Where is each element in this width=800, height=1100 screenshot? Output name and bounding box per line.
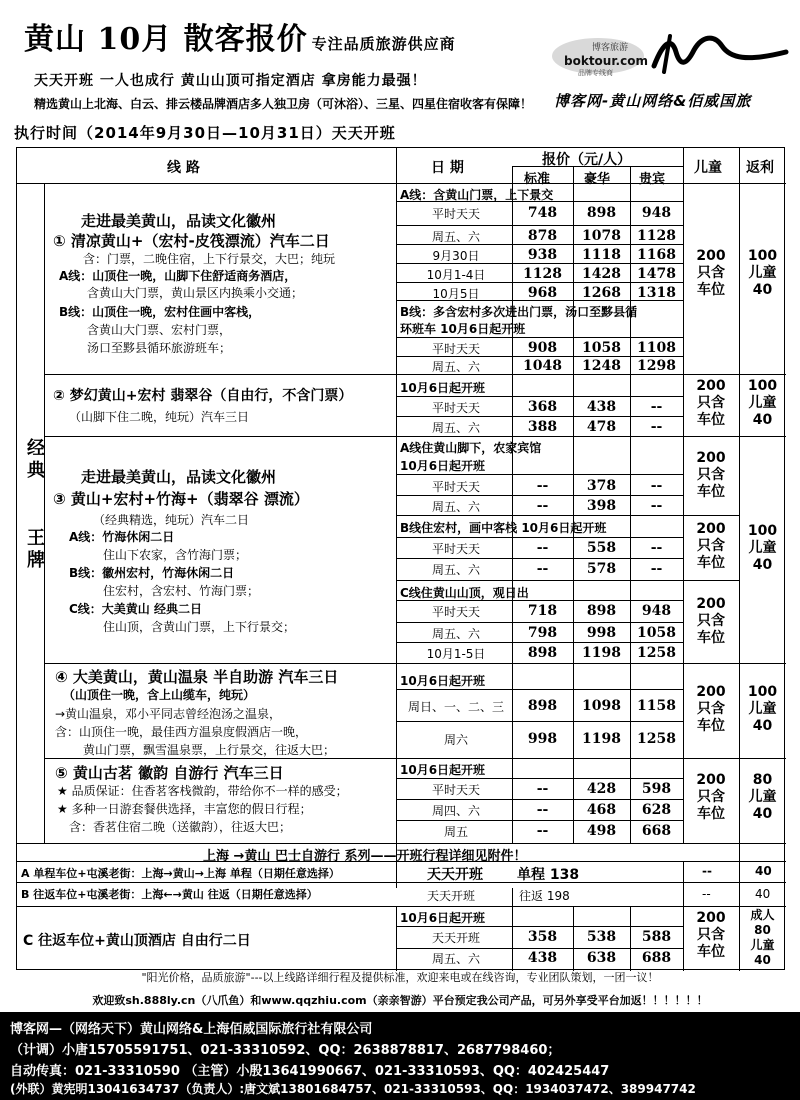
r4-name: ④ 大美黄山，黄山温泉 半自助游 汽车三日	[55, 668, 339, 686]
price-std-cell: 748	[527, 205, 558, 221]
r2-rebate: 100 儿童 40	[747, 378, 778, 428]
bus-b-rebate: 40	[755, 887, 771, 901]
r3-section-c: C线住黄山山顶，观日出	[400, 586, 529, 600]
price-std-cell: 368	[527, 399, 558, 415]
r5-child-price: 200 只含 车位	[696, 772, 726, 822]
price-std-cell: --	[536, 478, 549, 494]
bus-b-label: B 往返车位+屯溪老街：上海←→黄山 往返（日期任意选择）	[21, 888, 318, 901]
price-lux-cell: 1098	[582, 698, 621, 714]
price-date-cell: 10月1-5日	[426, 647, 486, 661]
price-date-cell: 周日、一、二、三	[407, 700, 504, 714]
price-lux-cell: 538	[586, 929, 617, 945]
price-lux-cell: 468	[586, 802, 617, 818]
r5-desc-2: ★ 多种一日游套餐供选择，丰富您的假日行程；	[57, 802, 312, 816]
price-date-cell: 周五、六	[431, 627, 480, 641]
r1-desc-4: B线：山顶住一晚，宏村住画中客栈，	[59, 305, 261, 319]
r3-name: ③ 黄山+宏村+竹海+（翡翠谷 漂流）	[53, 490, 309, 508]
price-vip-cell: --	[650, 498, 663, 514]
r1-child-price: 200 只含 车位	[696, 248, 726, 298]
price-date-cell: 平时天天	[431, 342, 480, 356]
price-vip-cell: 628	[641, 802, 672, 818]
price-std-cell: 938	[527, 247, 558, 263]
r4-desc-4: 黄山门票，飘雪温泉票，上行景交，往返大巴；	[83, 743, 336, 757]
price-vip-cell: --	[650, 419, 663, 435]
contact-line-2: 自动传真：021-33310590 （主管）小殷13641990667、021-33310593、QQ：402425447	[10, 1064, 610, 1079]
price-lux-cell: 638	[586, 950, 617, 966]
r3-section-a-2: 10月6日起开班	[400, 459, 486, 473]
r2-desc-1: （山脚下住二晚，纯玩）汽车三日	[69, 410, 250, 424]
footer-web: 欢迎致sh.888ly.cn（八爪鱼）和www.qqzhiu.com（亲亲智游）平台预定我公司产品，可另外享受平台加返！！！！！！	[92, 994, 708, 1007]
price-std-cell: 388	[527, 419, 558, 435]
price-vip-cell: 1318	[637, 285, 676, 301]
price-date-cell: 平时天天	[431, 605, 480, 619]
r3-section-a-1: A线住黄山脚下，农家宾馆	[400, 441, 542, 455]
price-date-cell: 10月1-4日	[426, 268, 486, 282]
col-lux-header: 豪华	[584, 172, 611, 187]
price-lux-cell: 998	[586, 625, 617, 641]
bus-a-date: 天天开班	[427, 867, 483, 883]
price-vip-cell: 948	[641, 205, 672, 221]
price-std-cell: 1048	[523, 358, 562, 374]
r4-section: 10月6日起开班	[400, 674, 486, 688]
side-label-classic: 经典	[24, 438, 45, 482]
bus-b-child: --	[702, 887, 711, 901]
price-lux-cell: 438	[586, 399, 617, 415]
price-lux-cell: 398	[586, 498, 617, 514]
price-vip-cell: --	[650, 540, 663, 556]
r4-desc-1: （山顶住一晚，含上山缆车，纯玩）	[63, 688, 256, 702]
price-date-cell: 周五、六	[431, 360, 480, 374]
col-route-header: 线 路	[167, 160, 200, 176]
bus-a-label: A 单程车位+屯溪老街：上海→黄山→上海 单程（日期任意选择）	[21, 867, 340, 880]
price-lux-cell: 1248	[582, 358, 621, 374]
r3-child-price-b: 200 只含 车位	[696, 521, 726, 571]
r1-title: 走进最美黄山，品读文化徽州	[81, 212, 277, 230]
r3-child-price-a: 200 只含 车位	[696, 450, 726, 500]
price-std-cell: 898	[527, 645, 558, 661]
price-std-cell: 798	[527, 625, 558, 641]
price-date-cell: 10月5日	[432, 287, 480, 301]
price-std-cell: 998	[527, 731, 558, 747]
r1-desc-2: A线：山顶住一晚，山脚下住舒适商务酒店，	[59, 269, 297, 283]
r2-child-price: 200 只含 车位	[696, 378, 726, 428]
r3-desc-3: 住山下农家，含竹海门票；	[103, 548, 248, 562]
price-vip-cell: 1258	[637, 731, 676, 747]
r1-desc-5: 含黄山大门票、宏村门票，	[87, 323, 232, 337]
r3-desc-4: B线：徽州宏村，竹海休闲二日	[69, 566, 235, 580]
r5-desc-1: ★ 品质保证：住香茗客栈微韵，带给你不一样的感受；	[57, 784, 348, 798]
price-vip-cell: --	[650, 478, 663, 494]
price-std-cell: 908	[527, 340, 558, 356]
price-std-cell: --	[536, 561, 549, 577]
r4-rebate: 100 儿童 40	[747, 684, 778, 734]
r2-name: ② 梦幻黄山+宏村 翡翠谷（自由行，不含门票）	[53, 388, 353, 404]
price-vip-cell: 1108	[637, 340, 676, 356]
r3-desc-7: 住山顶，含黄山门票，上下行景交；	[103, 620, 296, 634]
price-std-cell: 718	[527, 603, 558, 619]
price-date-cell: 平时天天	[431, 480, 480, 494]
price-vip-cell: 1128	[637, 228, 676, 244]
r1-desc-3: 含黄山大门票，黄山景区内换乘小交通；	[87, 286, 304, 300]
col-vip-header: 贵宾	[639, 172, 666, 187]
r3-desc-5: 住宏村，含宏村、竹海门票；	[103, 584, 260, 598]
r5-desc-3: 含：香茗住宿二晚（送徽韵），往返大巴；	[69, 820, 292, 834]
bus-c-rebate: 成人 80 儿童 40	[750, 908, 775, 967]
logo-brand: boktour.com	[564, 54, 648, 68]
price-lux-cell: 1058	[582, 340, 621, 356]
price-lux-cell: 1428	[582, 266, 621, 282]
r5-rebate: 80 儿童 40	[748, 772, 777, 822]
side-label-ace: 王牌	[24, 528, 45, 572]
price-std-cell: 1128	[523, 266, 562, 282]
price-lux-cell: 1268	[582, 285, 621, 301]
bus-a-price: 单程 138	[517, 867, 580, 883]
price-lux-cell: 558	[586, 540, 617, 556]
r3-desc-6: C线：大美黄山 经典二日	[69, 602, 202, 616]
r3-title: 走进最美黄山，品读文化徽州	[81, 468, 277, 486]
bus-title: 上海 →黄山 巴士自游行 系列——开班行程详细见附件！	[203, 849, 527, 864]
logo-tag: 品牌专线商	[578, 69, 613, 77]
price-date-cell: 平时天天	[431, 207, 480, 221]
col-child-header: 儿童	[694, 160, 722, 176]
brush-stroke-icon	[650, 32, 790, 76]
r4-desc-2: →黄山温泉，邓小平同志曾经泡汤之温泉，	[55, 707, 282, 721]
price-date-cell: 周五、六	[431, 952, 480, 966]
r4-child-price: 200 只含 车位	[696, 684, 726, 734]
price-std-cell: --	[536, 781, 549, 797]
logo-cn: 博客旅游	[592, 43, 629, 53]
price-std-cell: 878	[527, 228, 558, 244]
col-price-header: 报价（元/人）	[542, 152, 632, 168]
price-date-cell: 平时天天	[431, 783, 480, 797]
price-vip-cell: 1058	[637, 625, 676, 641]
col-rebate-header: 返利	[746, 160, 774, 176]
r3-section-b: B线住宏村，画中客栈 10月6日起开班	[400, 521, 607, 535]
r3-rebate: 100 儿童 40	[747, 523, 778, 573]
promo-line-1: 天天开班 一人也成行 黄山山顶可指定酒店 拿房能力最强！	[34, 73, 427, 89]
r1-desc-1: 含：门票，二晚住宿，上下行景交，大巴；纯玩	[83, 252, 336, 266]
slogan: 博客网-黄山网络&佰威国旅	[554, 92, 752, 110]
price-lux-cell: 498	[586, 823, 617, 839]
price-date-cell: 周四、六	[431, 804, 480, 818]
price-date-cell: 周五、六	[431, 421, 480, 435]
contact-block	[0, 1012, 800, 1100]
bus-b-date: 天天开班	[427, 889, 476, 903]
bus-c-child-price: 200 只含 车位	[696, 910, 726, 960]
promo-line-2: 精选黄山上北海、白云、排云楼品牌酒店多人独卫房（可沐浴）、三星、四星住宿收客有保障！	[34, 97, 533, 111]
price-vip-cell: 1258	[637, 645, 676, 661]
price-lux-cell: 1198	[582, 645, 621, 661]
r1-section-a: A线：含黄山门票，上下景交	[400, 188, 554, 202]
r1-desc-6: 汤口至黟县循环旅游班车；	[87, 341, 232, 355]
footer-note: "阳光价格，品质旅游"---以上线路详细行程及提供标准，欢迎来电或在线咨询，专业团队策划，一团一议！	[141, 971, 659, 984]
price-std-cell: --	[536, 498, 549, 514]
price-lux-cell: 898	[586, 205, 617, 221]
price-date-cell: 天天开班	[431, 931, 480, 945]
price-date-cell: 周五、六	[431, 230, 480, 244]
r1-name: ① 清凉黄山+（宏村-皮筏漂流）汽车二日	[53, 232, 330, 250]
r1-section-b-line1: B线：多含宏村多次进出门票，汤口至黟县循	[400, 305, 638, 319]
r3-desc-1: （经典精选，纯玩）汽车二日	[93, 513, 250, 527]
price-std-cell: 968	[527, 285, 558, 301]
r3-child-price-c: 200 只含 车位	[696, 596, 726, 646]
contact-line-3: (外联）黄宪明13041634737（负责人）:唐文斌13801684757、021-33310593、QQ：1934037472、389947742	[10, 1082, 696, 1096]
col-date-header: 日 期	[431, 160, 464, 176]
price-vip-cell: 1168	[637, 247, 676, 263]
bus-a-rebate: 40	[755, 864, 772, 878]
bus-b-price: 往返 198	[519, 889, 570, 903]
price-date-cell: 周五	[443, 825, 468, 839]
price-lux-cell: 1198	[582, 731, 621, 747]
price-date-cell: 周五、六	[431, 563, 480, 577]
price-std-cell: --	[536, 802, 549, 818]
price-lux-cell: 578	[586, 561, 617, 577]
r4-desc-3: 含：山顶住一晚，最佳西方温泉度假酒店一晚，	[55, 725, 308, 739]
price-vip-cell: 1158	[637, 698, 676, 714]
price-table	[16, 147, 785, 970]
schedule-line: 执行时间（2014年9月30日—10月31日）天天开班	[14, 124, 396, 142]
price-vip-cell: 1478	[637, 266, 676, 282]
page-title: 黄山 10月 散客报价 专注品质旅游供应商	[24, 22, 456, 57]
bus-c-label: C 往返车位+黄山顶酒店 自由行二日	[23, 933, 251, 949]
price-date-cell: 周六	[443, 733, 468, 747]
page-subtitle: 专注品质旅游供应商	[311, 35, 456, 53]
company-logo	[548, 30, 648, 78]
price-vip-cell: 668	[641, 823, 672, 839]
price-vip-cell: 1298	[637, 358, 676, 374]
price-lux-cell: 428	[586, 781, 617, 797]
r2-section: 10月6日起开班	[400, 381, 486, 395]
price-lux-cell: 898	[586, 603, 617, 619]
price-std-cell: 898	[527, 698, 558, 714]
price-date-cell: 9月30日	[432, 249, 480, 263]
r5-name: ⑤ 黄山古茗 徽韵 自游行 汽车三日	[55, 764, 284, 782]
price-std-cell: 358	[527, 929, 558, 945]
price-vip-cell: --	[650, 399, 663, 415]
price-std-cell: --	[536, 540, 549, 556]
contact-company: 博客网—（网络天下）黄山网络&上海佰威国际旅行社有限公司	[10, 1022, 373, 1037]
r3-desc-2: A线：竹海休闲二日	[69, 530, 175, 544]
r1-section-b-line2: 环班车 10月6日起开班	[400, 322, 526, 336]
price-vip-cell: --	[650, 561, 663, 577]
price-date-cell: 平时天天	[431, 401, 480, 415]
r5-section: 10月6日起开班	[400, 763, 486, 777]
price-std-cell: --	[536, 823, 549, 839]
price-vip-cell: 598	[641, 781, 672, 797]
contact-line-1: （计调）小唐15705591751、021-33310592、QQ：2638878817、2687798460；	[10, 1043, 561, 1058]
price-date-cell: 平时天天	[431, 542, 480, 556]
price-vip-cell: 688	[641, 950, 672, 966]
r1-rebate: 100 儿童 40	[747, 248, 778, 298]
price-lux-cell: 1078	[582, 228, 621, 244]
price-vip-cell: 948	[641, 603, 672, 619]
bus-a-child: --	[702, 864, 712, 878]
price-lux-cell: 1118	[582, 247, 621, 263]
price-lux-cell: 478	[586, 419, 617, 435]
price-date-cell: 周五、六	[431, 500, 480, 514]
price-lux-cell: 378	[586, 478, 617, 494]
price-std-cell: 438	[527, 950, 558, 966]
col-std-header: 标准	[524, 172, 551, 187]
price-vip-cell: 588	[641, 929, 672, 945]
bus-c-section: 10月6日起开班	[400, 911, 486, 925]
